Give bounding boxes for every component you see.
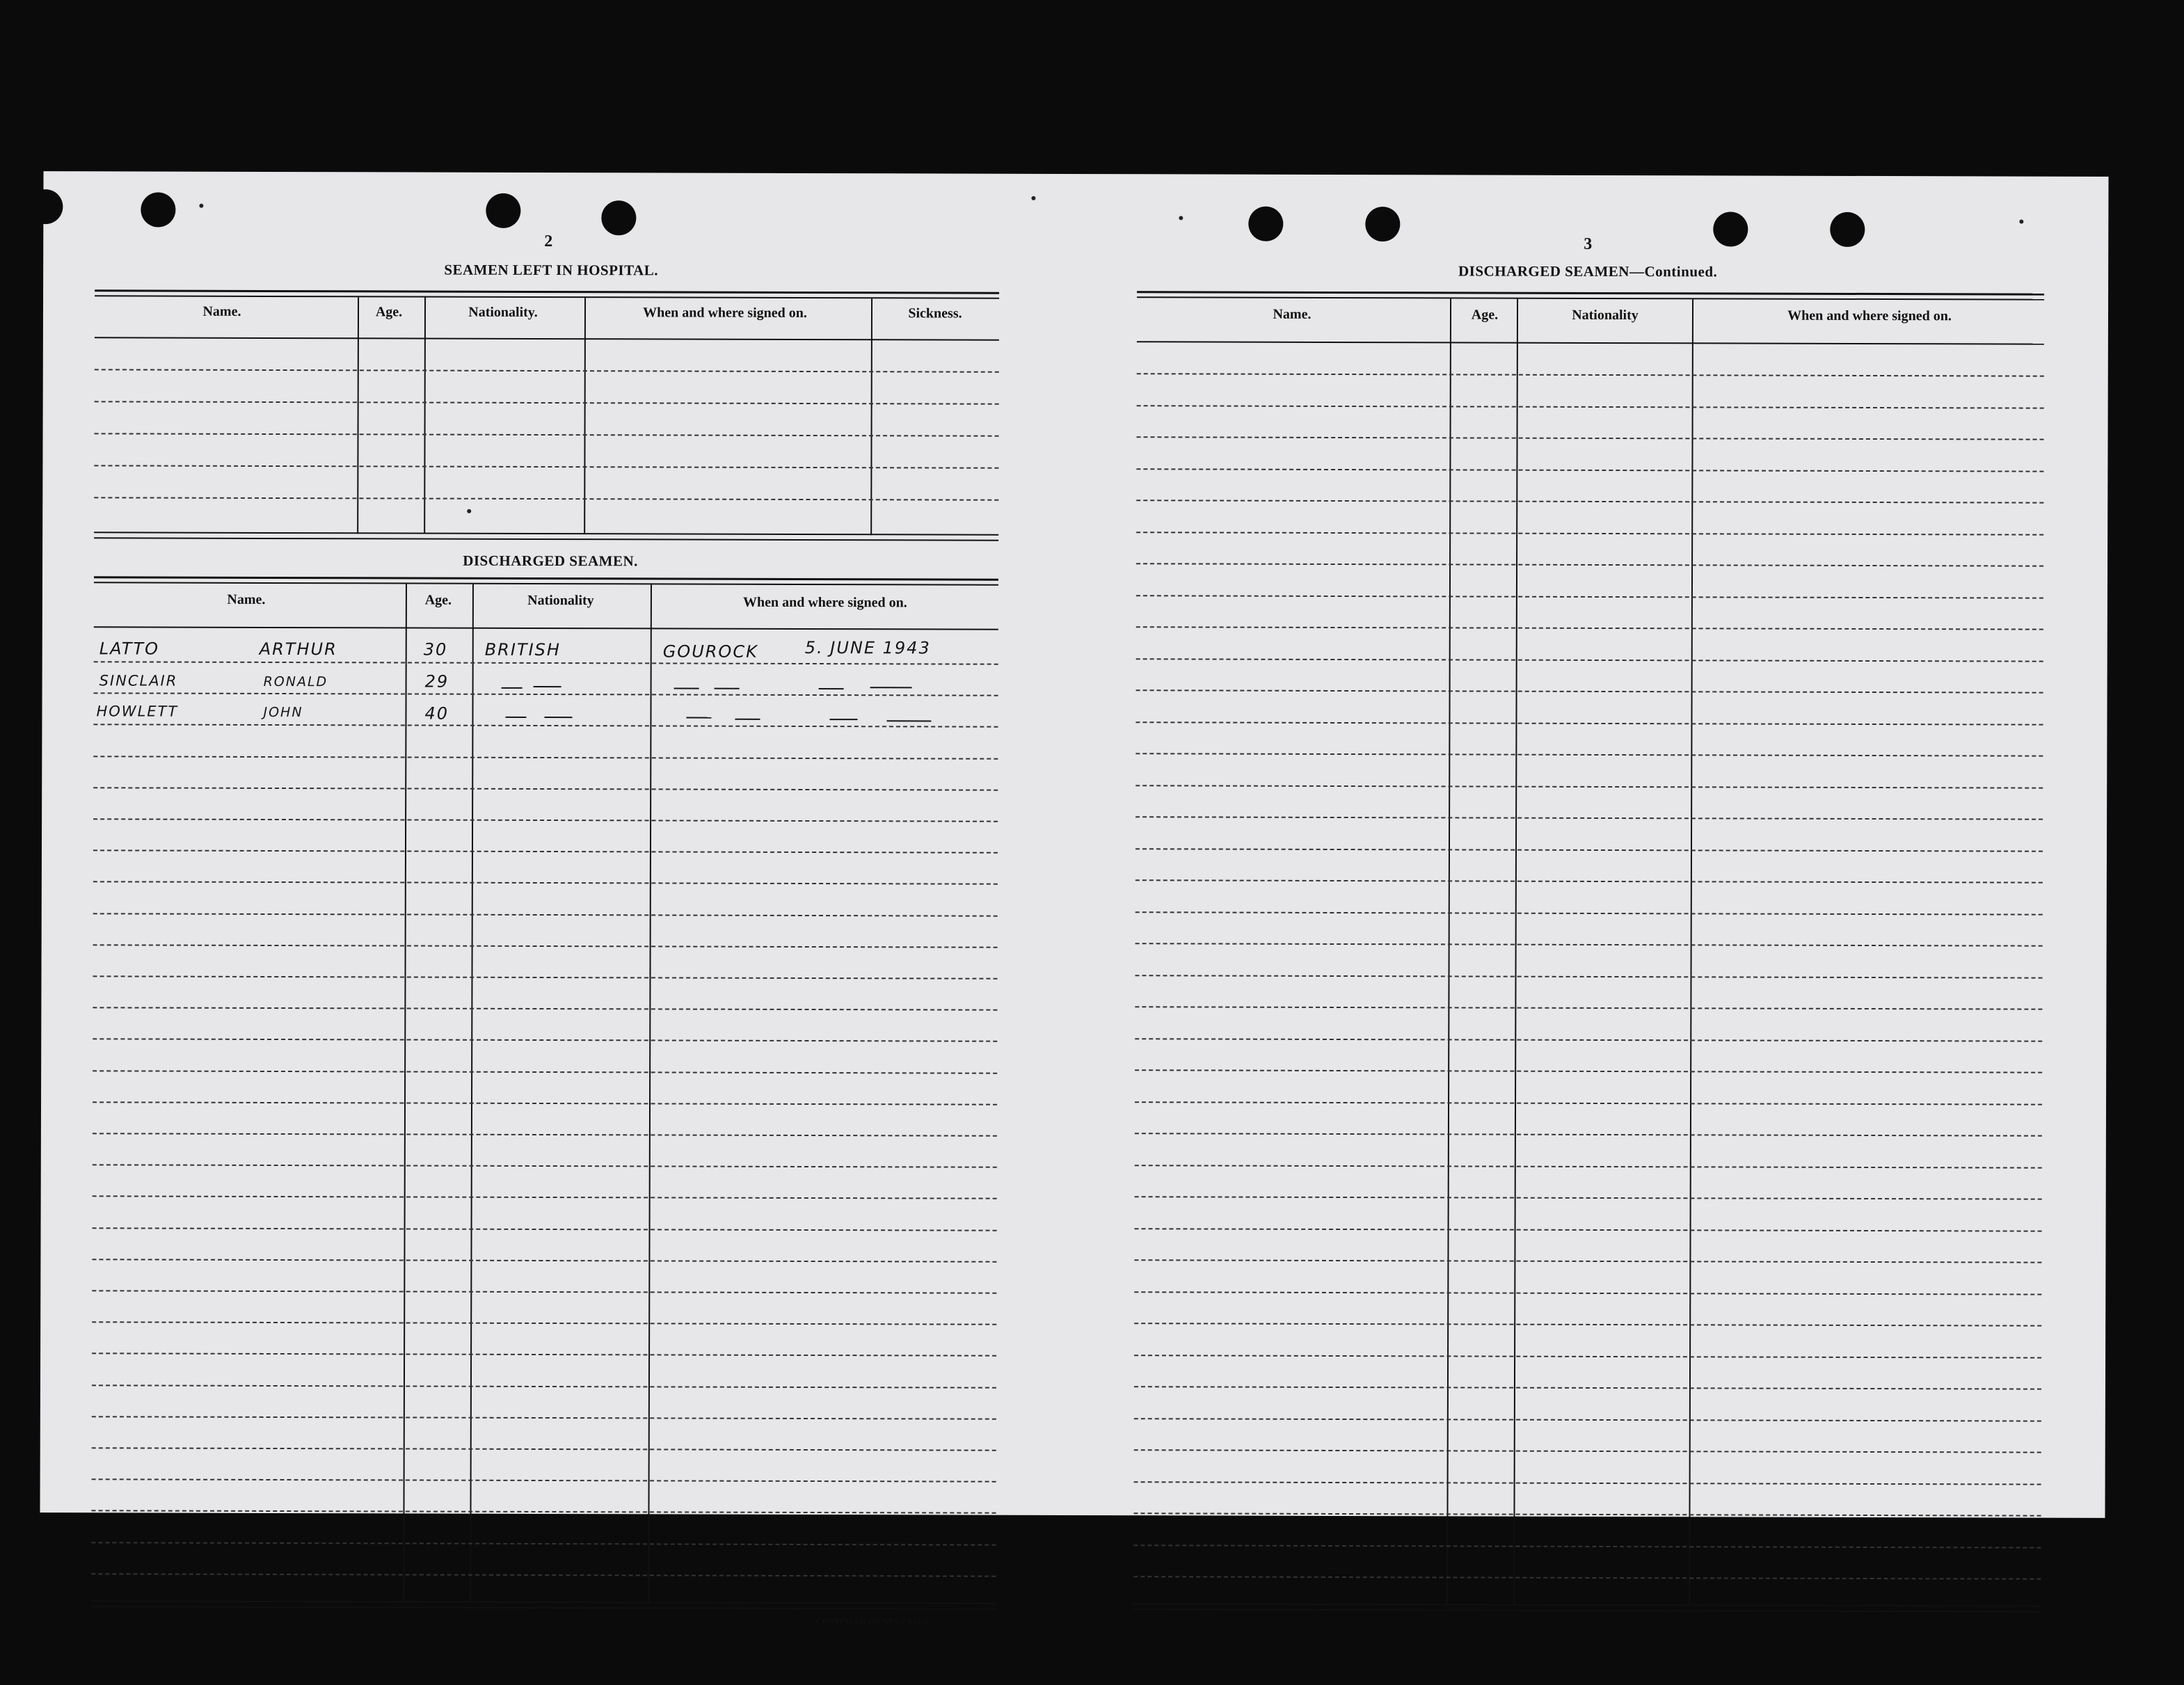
- ditto-mark: [829, 719, 857, 720]
- entry-line: [1136, 532, 2043, 535]
- entry-line: [1134, 1323, 2041, 1326]
- punch-hole: [141, 192, 175, 227]
- ditto-mark: [686, 717, 711, 719]
- entry-surname: SINCLAIR: [99, 672, 178, 689]
- entry-line: [93, 975, 997, 979]
- rule: [94, 582, 998, 585]
- entry-line: [93, 1196, 997, 1199]
- entry-age: 30: [423, 639, 448, 660]
- rule: [94, 537, 998, 541]
- column-divider: [1446, 298, 1451, 1605]
- entry-line: [92, 1478, 996, 1482]
- entry-place: GOUROCK: [662, 641, 758, 662]
- column-divider: [648, 584, 652, 1603]
- ditto-mark: [674, 687, 699, 689]
- col-header-nationality: Nationality: [527, 592, 594, 609]
- entry-line: [1135, 879, 2043, 883]
- speck: [1179, 216, 1183, 220]
- entry-line: [1135, 1165, 2042, 1168]
- entry-line: [92, 1384, 996, 1388]
- entry-forename: JOHN: [263, 704, 303, 721]
- rule: [1137, 296, 2044, 300]
- rule: [95, 289, 999, 294]
- entry-line: [93, 881, 998, 885]
- entry-line: [1135, 1228, 2042, 1231]
- entry-line: [1135, 1006, 2042, 1009]
- column-divider: [403, 584, 407, 1602]
- entry-nationality: BRITISH: [484, 639, 561, 660]
- ditto-mark: [886, 720, 931, 721]
- entry-line: [95, 433, 999, 436]
- ditto-mark: [870, 687, 912, 688]
- entry-line: [1133, 1544, 2041, 1548]
- rule: [1133, 1608, 2041, 1612]
- entry-line: [1135, 975, 2043, 978]
- entry-line: [1133, 1512, 2041, 1516]
- document-sheet: [40, 171, 2108, 1627]
- entry-line: [93, 1101, 997, 1105]
- entry-line: [1135, 1038, 2042, 1041]
- entry-line: [1135, 943, 2043, 946]
- entry-line: [93, 1070, 997, 1073]
- entry-surname: HOWLETT: [96, 703, 179, 720]
- entry-line: [1135, 848, 2043, 852]
- rule: [1137, 341, 2044, 344]
- rule: [95, 295, 999, 298]
- col-header-name: Name.: [202, 303, 241, 319]
- col-header-nationality: Nationality.: [468, 304, 538, 320]
- entry-forename: ARTHUR: [259, 639, 337, 660]
- col-header-signed-on: When and where signed on.: [1787, 308, 1952, 324]
- rule: [94, 576, 998, 580]
- punch-hole: [601, 200, 636, 235]
- entry-line: [91, 1573, 996, 1576]
- entry-line: [1135, 911, 2043, 915]
- entry-line: [1137, 373, 2044, 376]
- entry-line: [1135, 816, 2043, 820]
- entry-line: [1136, 689, 2043, 693]
- entry-line: [94, 465, 998, 468]
- right-row-lines: [44, 171, 2109, 177]
- ditto-mark: [735, 719, 760, 720]
- entry-line: [92, 1416, 996, 1419]
- entry-line: [91, 1510, 996, 1514]
- entry-line: [1135, 753, 2043, 756]
- col-header-age: Age.: [424, 592, 452, 608]
- entry-line: [1134, 1481, 2041, 1485]
- entry-line: [94, 661, 998, 664]
- ditto-mark: [534, 686, 561, 687]
- punch-hole: [28, 189, 63, 224]
- entry-line: [93, 913, 998, 916]
- entry-line: [1136, 468, 2043, 472]
- entry-line: [1134, 1355, 2041, 1358]
- discharged-row-lines: [44, 171, 2109, 177]
- rule: [91, 1600, 996, 1604]
- speck: [467, 509, 471, 513]
- entry-line: [93, 944, 998, 948]
- ditto-mark: [715, 688, 740, 689]
- discharged-section-title: DISCHARGED SEAMEN.: [463, 552, 638, 570]
- entry-line: [1135, 721, 2043, 725]
- entry-line: [93, 818, 998, 822]
- entry-line: [1134, 1386, 2041, 1389]
- entry-line: [1136, 595, 2043, 598]
- rule: [91, 1606, 996, 1609]
- entry-line: [93, 1133, 997, 1136]
- entry-line: [93, 724, 998, 728]
- entry-line: [93, 1227, 997, 1231]
- right-section-title: DISCHARGED SEAMEN—Continued.: [1458, 262, 1718, 280]
- rule: [94, 532, 998, 535]
- entry-line: [1134, 1291, 2041, 1295]
- speck: [199, 204, 203, 208]
- ditto-mark: [502, 687, 523, 689]
- col-header-sickness: Sickness.: [908, 305, 962, 321]
- ditto-mark: [544, 717, 572, 718]
- entry-line: [1136, 658, 2043, 662]
- ditto-mark: [819, 688, 844, 689]
- punch-hole: [486, 193, 520, 228]
- entry-line: [93, 1007, 997, 1010]
- col-header-age: Age.: [375, 304, 403, 320]
- entry-surname: LATTO: [99, 639, 160, 659]
- entry-line: [1134, 1259, 2041, 1263]
- rule: [1133, 1603, 2041, 1606]
- entry-line: [93, 787, 998, 790]
- punch-hole: [1248, 207, 1283, 241]
- entry-forename: RONALD: [263, 673, 328, 690]
- col-header-signed-on: When and where signed on.: [742, 594, 907, 611]
- col-header-nationality: Nationality: [1572, 307, 1639, 324]
- punch-hole: [1830, 212, 1865, 247]
- entry-line: [93, 756, 998, 759]
- entry-line: [1134, 1449, 2041, 1453]
- entry-line: [1135, 1133, 2042, 1136]
- rule: [94, 626, 998, 630]
- entry-line: [93, 849, 998, 853]
- entry-line: [95, 401, 999, 404]
- speck: [2019, 220, 2023, 224]
- entry-line: [91, 1542, 996, 1545]
- entry-line: [1137, 405, 2044, 408]
- entry-line: [94, 497, 998, 500]
- col-header-age: Age.: [1471, 307, 1499, 323]
- rule: [95, 337, 999, 340]
- rule: [1137, 291, 2044, 295]
- col-header-signed-on: When and where signed on.: [643, 305, 807, 321]
- entry-line: [93, 1164, 997, 1167]
- entry-line: [1136, 563, 2043, 566]
- page-number-right: 3: [1584, 234, 1593, 253]
- entry-line: [1137, 436, 2044, 440]
- entry-line: [93, 1039, 997, 1042]
- entry-line: [92, 1290, 996, 1293]
- punch-hole: [1365, 207, 1400, 241]
- entry-line: [1136, 626, 2043, 630]
- entry-line: [92, 1447, 996, 1451]
- col-header-name: Name.: [1273, 306, 1312, 322]
- hospital-section-title: SEAMEN LEFT IN HOSPITAL.: [444, 261, 659, 279]
- col-header-name: Name.: [227, 591, 266, 607]
- entry-line: [1135, 1069, 2042, 1073]
- entry-date: 5. JUNE 1943: [804, 637, 931, 658]
- entry-line: [92, 1259, 996, 1262]
- page-number-left: 2: [544, 232, 553, 251]
- speck: [1031, 196, 1035, 200]
- entry-line: [1133, 1576, 2041, 1579]
- column-divider: [470, 584, 474, 1603]
- entry-line: [92, 1321, 996, 1325]
- entry-age: 29: [424, 671, 449, 692]
- entry-line: [95, 369, 999, 372]
- entry-line: [1135, 1101, 2042, 1105]
- entry-line: [1135, 785, 2043, 788]
- column-divider: [1513, 299, 1518, 1606]
- ditto-mark: [505, 717, 526, 718]
- entry-age: 40: [424, 703, 449, 724]
- entry-line: [1134, 1418, 2041, 1421]
- column-divider: [1689, 299, 1693, 1606]
- entry-line: [1136, 500, 2043, 503]
- entry-line: [94, 692, 998, 696]
- punch-hole: [1713, 211, 1748, 246]
- entry-line: [92, 1353, 996, 1357]
- continued-footer: CONTINUED ON NEXT PAGE.: [816, 1618, 932, 1627]
- entry-line: [1135, 1196, 2042, 1199]
